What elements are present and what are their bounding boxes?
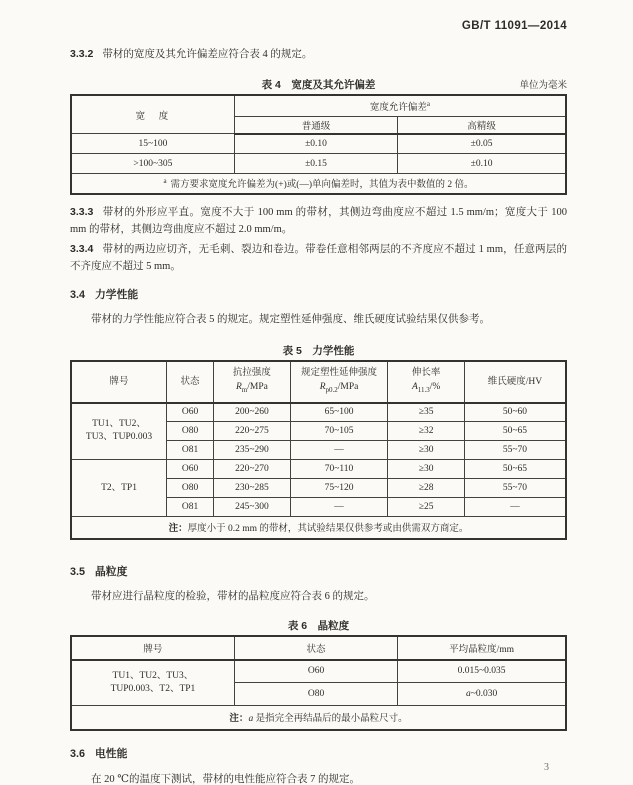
section-title: 力学性能 — [95, 288, 139, 301]
section-3-5-text: 带材应进行晶粒度的检验，带材的晶粒度应符合表 6 的规定。 — [91, 590, 375, 602]
clause-number: 3.3.4 — [70, 242, 94, 255]
table-cell: 75~120 — [290, 479, 388, 498]
table-cell: 65~100 — [290, 403, 388, 422]
table-row — [71, 134, 566, 154]
footnote-marker: a — [426, 99, 430, 108]
table-cell: — — [464, 498, 566, 517]
table-footnote-row — [71, 174, 566, 194]
section-title: 电性能 — [95, 747, 128, 760]
clause-text: 带材的宽度及其允许偏差应符合表 4 的规定。 — [102, 49, 313, 60]
note-text: 厚度小于 0.2 mm 的带材，其试验结果仅供参考或由供需双方商定。 — [187, 524, 469, 535]
table-cell: — — [290, 498, 388, 517]
table-cell: ≥30 — [388, 460, 465, 479]
table-note-row — [71, 517, 566, 539]
table-cell: 55~70 — [464, 441, 566, 460]
table5-caption: 表 5 力学性能 — [282, 344, 355, 357]
clause-3-3-4 — [70, 241, 567, 275]
header-proof-strength — [290, 361, 388, 403]
table6-caption-row — [70, 616, 567, 631]
section-3-5-heading — [70, 565, 567, 580]
table-cell: O81 — [167, 441, 214, 460]
table4-caption-row — [70, 75, 567, 90]
header-label: 伸长率 — [411, 368, 441, 379]
table-cell: 200~260 — [214, 403, 291, 422]
header-label: 抗拉强度 — [232, 368, 271, 379]
table-cell: ≥28 — [388, 479, 465, 498]
note-text: 是指完全再结晶后的最小晶粒尺寸。 — [253, 714, 408, 725]
table-cell: 70~110 — [290, 460, 388, 479]
table-cell: O81 — [167, 498, 214, 517]
table-cell: O60 — [234, 660, 397, 683]
table-cell: 220~270 — [214, 460, 291, 479]
section-number: 3.4 — [70, 288, 86, 301]
table-cell: — — [290, 441, 388, 460]
footnote-marker: a — [163, 177, 167, 186]
header-grade: 牌号 — [71, 636, 234, 660]
header-high-grade: 高精级 — [398, 116, 566, 134]
header-tolerance — [234, 95, 566, 116]
symbol-subscript: 11.3 — [417, 385, 430, 394]
table-row — [71, 154, 566, 174]
table-5-mechanical-properties — [70, 360, 567, 540]
table4-caption: 表 4 宽度及其允许偏差 — [261, 79, 376, 91]
grade-line: TU1、TU2、 — [92, 419, 146, 430]
header-width: 宽 度 — [71, 95, 234, 134]
table-cell: O80 — [167, 422, 214, 441]
clause-3-3-2 — [70, 46, 567, 63]
doc-number: GB/T 11091—2014 — [461, 20, 567, 32]
table-cell: 50~65 — [464, 460, 566, 479]
table-header-row — [71, 361, 566, 403]
header-hardness: 维氏硬度/HV — [464, 361, 566, 403]
header-label: 规定塑性延伸强度 — [301, 368, 378, 379]
page-number: 3 — [544, 762, 549, 773]
header-tolerance-label: 宽度允许偏差 — [369, 102, 427, 113]
table-cell: O80 — [234, 683, 397, 706]
header-elongation — [388, 361, 465, 403]
footnote-text: 需方要求宽度允许偏差为(+)或(—)单向偏差时，其值为表中数值的 2 倍。 — [170, 180, 474, 191]
symbol: a — [248, 714, 254, 725]
symbol: R — [235, 382, 242, 393]
symbol: a — [465, 689, 471, 699]
grade-line: T2、TP1 — [101, 482, 137, 493]
table-4-width-tolerance — [70, 94, 567, 195]
table-cell: 230~285 — [214, 479, 291, 498]
clause-3-3-3 — [70, 204, 567, 238]
table-6-grain-size — [70, 635, 567, 731]
section-title: 晶粒度 — [95, 565, 128, 578]
grade-line: TU1、TU2、TU3、 — [112, 670, 194, 681]
table-cell: O60 — [167, 403, 214, 422]
section-number: 3.5 — [70, 565, 86, 578]
section-3-4-heading — [70, 288, 567, 303]
clause-text: 带材的外形应平直。宽度不大于 100 mm 的带材，其侧边弯曲度应不超过 1.5 mm/m；宽度大于 100 mm 的带材，其侧边弯曲度应不超过 2.0 mm/m。 — [70, 206, 567, 235]
header-normal-grade: 普通级 — [234, 116, 397, 134]
symbol-subscript: m — [241, 385, 248, 394]
table-cell: 50~60 — [464, 403, 566, 422]
grade-line: TU3、TUP0.003 — [85, 432, 153, 443]
table-footnote — [71, 174, 566, 194]
table-note — [71, 517, 566, 539]
clause-number: 3.3.3 — [70, 205, 94, 218]
table-cell: 245~300 — [214, 498, 291, 517]
symbol: R — [319, 382, 326, 393]
section-3-6-heading — [70, 747, 567, 762]
table-cell — [398, 683, 566, 706]
table-cell: >100~305 — [71, 154, 234, 174]
table4-unit-note: 单位为毫米 — [519, 81, 567, 91]
table-cell: ±0.15 — [234, 154, 397, 174]
table-cell: 0.015~0.035 — [398, 660, 566, 683]
table6-caption: 表 6 晶粒度 — [287, 619, 350, 632]
table-row — [71, 403, 566, 422]
clause-number: 3.3.2 — [70, 48, 94, 60]
table-header-row — [71, 636, 566, 660]
table-cell: 70~105 — [290, 422, 388, 441]
symbol-unit: /% — [429, 382, 441, 393]
table-cell: ≥35 — [388, 403, 465, 422]
grade-line: TUP0.003、T2、TP1 — [110, 683, 196, 694]
symbol: A — [411, 382, 418, 393]
table-note-row — [71, 706, 566, 730]
table-cell: O60 — [167, 460, 214, 479]
symbol-subscript: p0.2 — [325, 385, 338, 394]
header-grade: 牌号 — [71, 361, 167, 403]
header-tensile-strength — [214, 361, 291, 403]
header-symbol — [391, 380, 461, 397]
section-number: 3.6 — [70, 747, 86, 760]
table-cell: 55~70 — [464, 479, 566, 498]
table-row — [71, 460, 566, 479]
note-label: 注： — [229, 713, 249, 725]
table-cell: ±0.10 — [234, 134, 397, 154]
clause-text: 带材的两边应切齐，无毛刺、裂边和卷边。带卷任意相邻两层的不齐度应不超过 1 mm，任意两层的不齐度应不超过 5 mm。 — [70, 243, 567, 272]
header-state: 状态 — [167, 361, 214, 403]
table-note — [71, 706, 566, 730]
table-cell: ≥25 — [388, 498, 465, 517]
grade-group-cell — [71, 403, 167, 460]
table-cell: 235~290 — [214, 441, 291, 460]
grade-group-cell — [71, 460, 167, 517]
table-cell: ±0.10 — [398, 154, 566, 174]
symbol-unit: /MPa — [247, 382, 268, 393]
table-cell: O80 — [167, 479, 214, 498]
table-cell: 50~65 — [464, 422, 566, 441]
table-cell: 220~275 — [214, 422, 291, 441]
table-cell: ≥32 — [388, 422, 465, 441]
header-state: 状态 — [234, 636, 397, 660]
grade-group-cell — [71, 660, 234, 706]
header-symbol — [217, 380, 287, 397]
header-symbol — [294, 380, 385, 397]
value-text: ~0.030 — [470, 689, 498, 699]
section-3-6-text: 在 20 ℃的温度下测试，带材的电性能应符合表 7 的规定。 — [91, 773, 360, 785]
symbol-unit: /MPa — [337, 382, 359, 393]
table5-caption-row — [70, 341, 567, 356]
section-3-4-text: 带材的力学性能应符合表 5 的规定。规定塑性延伸强度、维氏硬度试验结果仅供参考。 — [91, 313, 490, 325]
table-header-row — [71, 95, 566, 116]
table-cell: 15~100 — [71, 134, 234, 154]
note-label: 注： — [168, 523, 188, 535]
table-cell: ±0.05 — [398, 134, 566, 154]
header-grain-size: 平均晶粒度/mm — [398, 636, 566, 660]
table-cell: ≥30 — [388, 441, 465, 460]
table-row — [71, 660, 566, 683]
